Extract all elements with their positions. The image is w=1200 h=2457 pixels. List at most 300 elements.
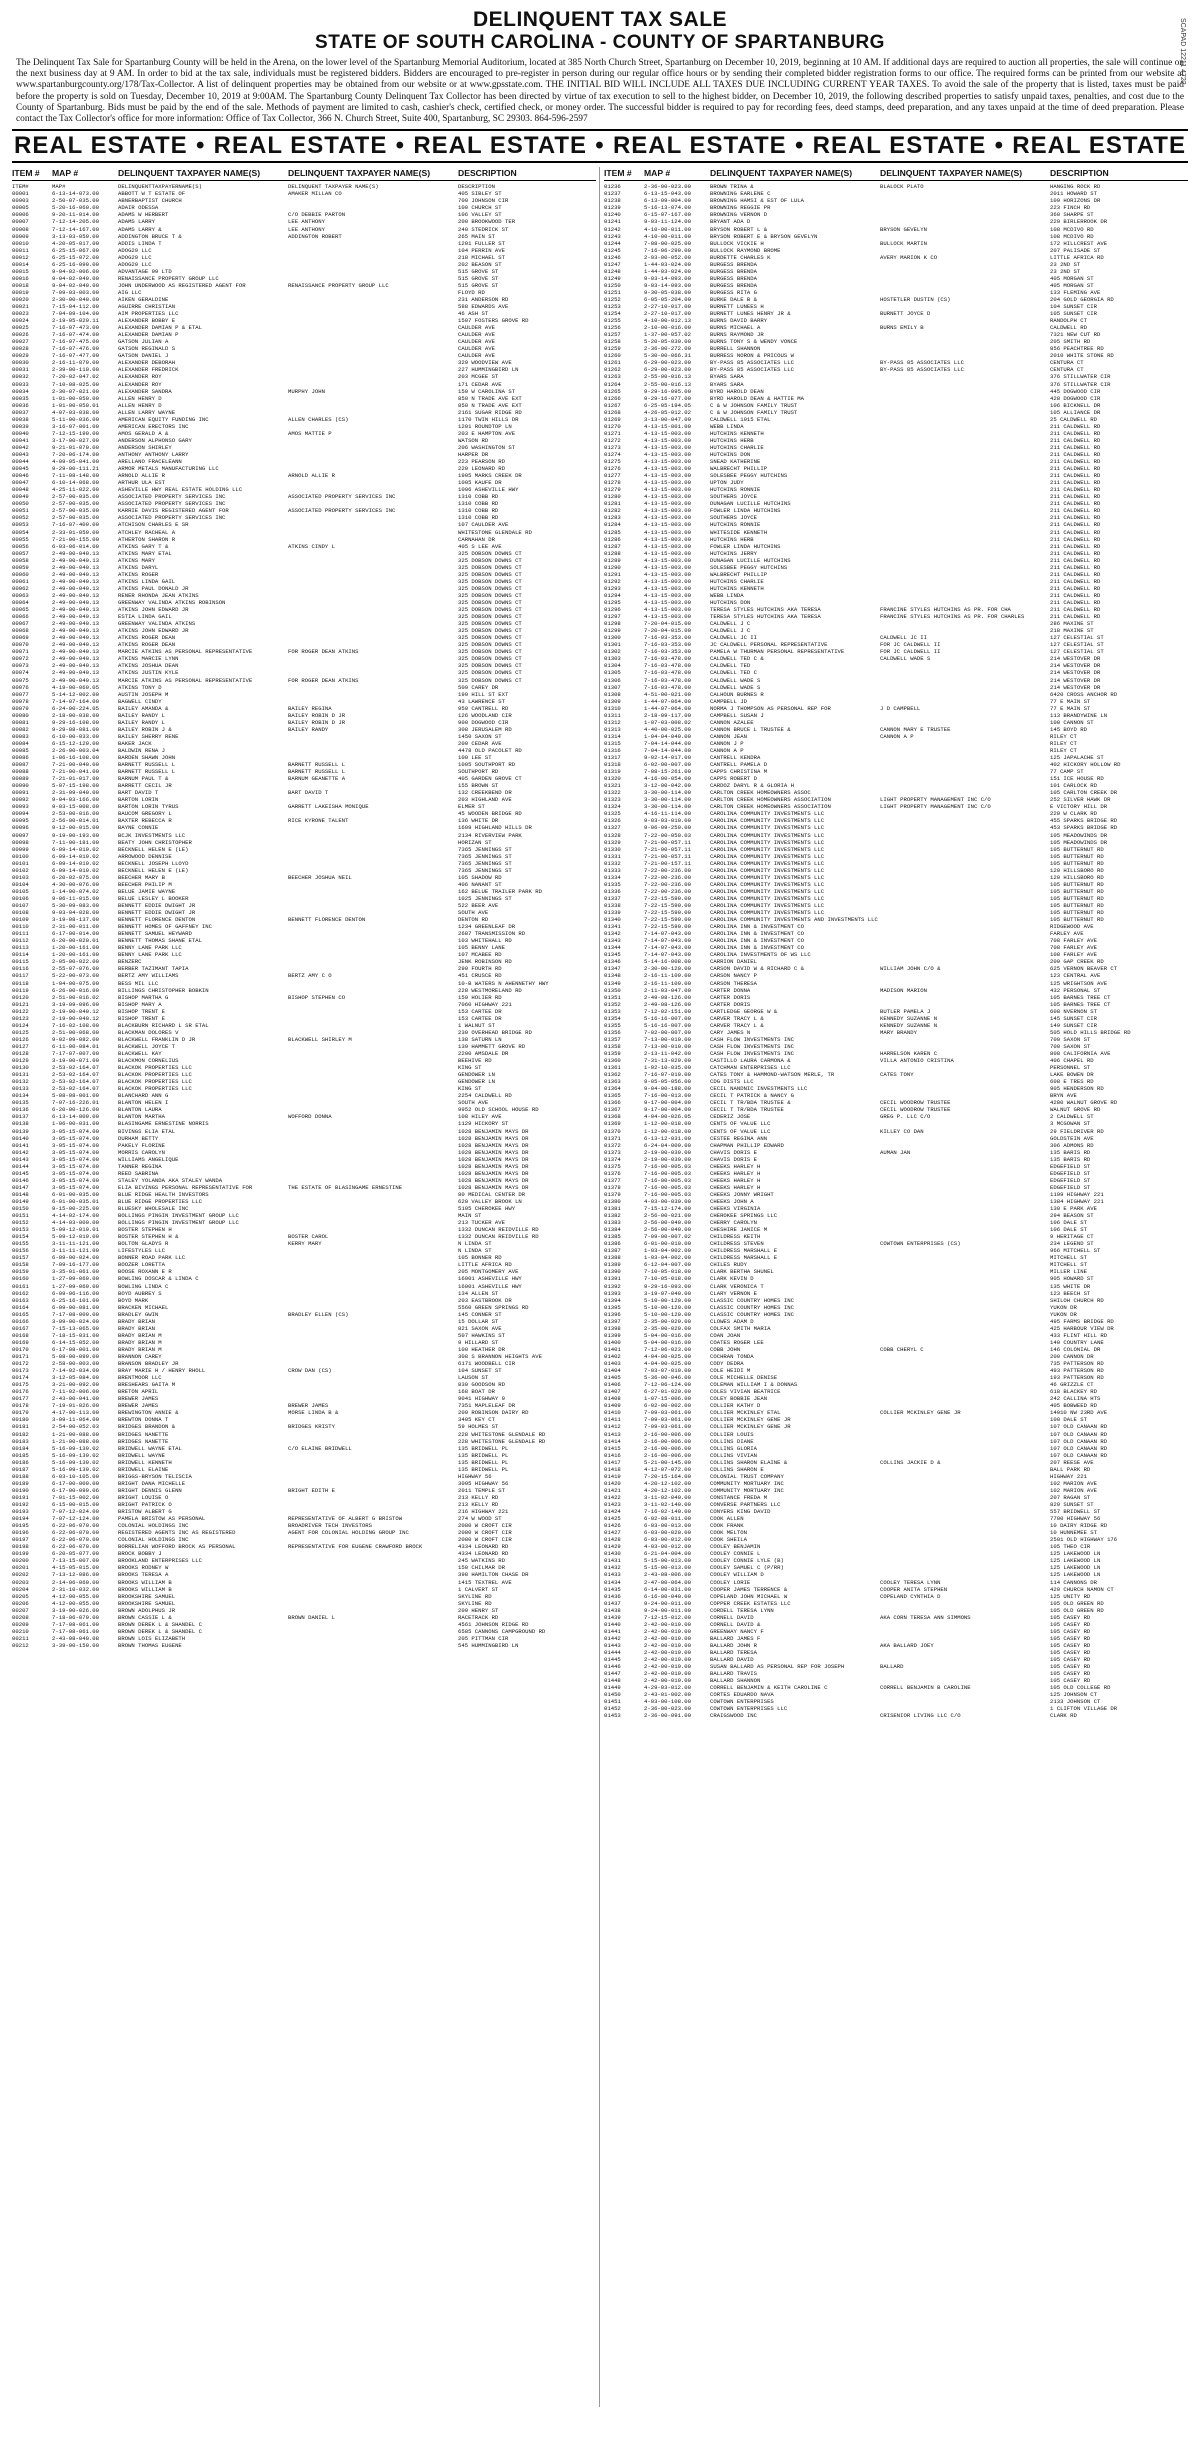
description: 213 KELLY RD: [458, 1493, 499, 1501]
map-number: 2-57-00-035.00: [52, 514, 99, 522]
item-number: 01281: [604, 500, 621, 508]
taxpayer-name: BALLARD DAVID: [710, 1656, 754, 1664]
map-number: 7-17-08-061.00: [52, 1627, 99, 1635]
taxpayer-name-2: [288, 1304, 458, 1311]
item-number: 00156: [12, 1247, 29, 1255]
item-number: 01277: [604, 472, 621, 480]
map-number: 2-19-00-039.00: [644, 1148, 691, 1156]
page-title: DELINQUENT TAX SALE: [472, 8, 728, 31]
table-row: [604, 1557, 1188, 1564]
table-row: [12, 987, 596, 994]
taxpayer-name: CAROLINA INVESTMENTS OF WS LLC: [710, 951, 811, 959]
item-number: 01250: [604, 281, 621, 289]
table-row: [604, 881, 1188, 888]
taxpayer-name: COOK SHEILA: [710, 1536, 747, 1544]
item-number: 00086: [12, 754, 29, 762]
item-number: 00041: [12, 436, 29, 444]
taxpayer-name-2: [880, 1388, 1050, 1395]
item-number: 00178: [12, 1402, 29, 1410]
taxpayer-name-2: [880, 247, 1050, 254]
taxpayer-name: BECKNELL HELEN E (LE): [118, 866, 189, 874]
table-row: [604, 1071, 1188, 1078]
map-number: 7-16-03-353.00: [644, 641, 691, 649]
map-number: 3-11-02-140.00: [644, 1500, 691, 1508]
description: 211 CALDWELL RD: [1050, 493, 1101, 501]
description: 105 BUTTERNUT RD: [1050, 916, 1104, 924]
table-row: [12, 373, 596, 380]
table-row: [12, 1149, 596, 1156]
table-row: [12, 1473, 596, 1480]
item-number: 01404: [604, 1367, 621, 1375]
map-number: 4-14-02-174.00: [52, 1212, 99, 1220]
taxpayer-name-2: [288, 1550, 458, 1557]
taxpayer-name: DUNAGAN LUCILLE HUTCHINS: [710, 556, 791, 564]
table-row: [604, 1297, 1188, 1304]
map-number: 9-03-11-124.00: [644, 218, 691, 226]
item-number: 00082: [12, 725, 29, 733]
map-number: 2-39-00-110.00: [52, 366, 99, 374]
description: 1507 FOSTERS GROVE RD: [458, 317, 529, 325]
map-number: 2-19-00-039.00: [644, 1155, 691, 1163]
table-row: [604, 1318, 1188, 1325]
description: 213 KELLY RD: [458, 1500, 499, 1508]
item-number: 00142: [12, 1148, 29, 1156]
item-number: 01285: [604, 528, 621, 536]
taxpayer-name: CARSON NANCY P: [710, 972, 757, 980]
map-number: 7-09-03-061.00: [644, 1409, 691, 1417]
description: 360 SHARPE ST: [1050, 211, 1094, 219]
description: 245 WATKINS RD: [458, 1557, 505, 1565]
item-number: 00075: [12, 676, 29, 684]
table-row: [604, 190, 1188, 197]
taxpayer-name-2: [288, 895, 458, 902]
taxpayer-name-2: [880, 1416, 1050, 1423]
map-number: 3-12-05-084.00: [52, 1374, 99, 1382]
taxpayer-name: CALDWELL J C: [710, 627, 751, 635]
taxpayer-name-2: [288, 1571, 458, 1578]
map-number: 6-13-15-043.00: [644, 190, 691, 198]
taxpayer-name: COLE HEIDI M: [710, 1367, 751, 1375]
description: 16001 ASHEVILLE HWY: [458, 1275, 522, 1283]
table-row: [604, 980, 1188, 987]
table-row: [12, 444, 596, 451]
taxpayer-name-2: [288, 254, 458, 261]
map-number: 1-14-00-074.02: [52, 887, 99, 895]
taxpayer-name: BRENTMOOR LLC: [118, 1374, 162, 1382]
description: WALNUT GROVE RD: [1050, 1106, 1101, 1114]
taxpayer-name-2: COBB CHERYL C: [880, 1345, 924, 1353]
taxpayer-name-2: [288, 578, 458, 585]
taxpayer-name: ASSOCIATED PROPERTY SERVICES INC: [118, 500, 226, 508]
description: RILEY CT: [1050, 732, 1077, 740]
taxpayer-name: BURNS DAVID BARRY: [710, 317, 768, 325]
taxpayer-name-2: AGENT FOR COLONIAL HOLDING GROUP INC: [288, 1529, 409, 1537]
description: 211 CALDWELL RD: [1050, 486, 1101, 494]
map-number: 7-11-00-181.00: [52, 838, 99, 846]
taxpayer-name-2: [880, 1423, 1050, 1430]
item-number: 00029: [12, 352, 29, 360]
taxpayer-name-2: [288, 268, 458, 275]
map-number: 7-14-07-043.00: [644, 937, 691, 945]
table-row: [12, 1508, 596, 1515]
taxpayer-name-2: [880, 578, 1050, 585]
map-number: 7-21-00-155.00: [52, 535, 99, 543]
table-row: [604, 1487, 1188, 1494]
description: 325 DOBSON DOWNS CT: [458, 606, 522, 614]
taxpayer-name-2: [288, 1156, 458, 1163]
taxpayer-name: BRANSON BRADLEY JR: [118, 1360, 179, 1368]
taxpayer-name-2: COOPER ANITA STEPHEN: [880, 1585, 948, 1593]
taxpayer-name: BROOKS WILLIAM B: [118, 1585, 172, 1593]
taxpayer-name-2: CRISENIOR LIVING LLC C/O: [880, 1712, 961, 1720]
taxpayer-name: HUTCHINS HERB: [710, 535, 754, 543]
taxpayer-name-2: [288, 944, 458, 951]
item-number: 01338: [604, 902, 621, 909]
taxpayer-name: BRIDWELL WAYNE: [118, 1451, 165, 1459]
taxpayer-name: CAMPBELL JD: [710, 697, 747, 705]
table-row: [12, 409, 596, 416]
map-number: 4-13-15-003.00: [644, 570, 691, 578]
map-number: 5-16-13-074.00: [644, 204, 691, 212]
taxpayer-name: BURGESS BRENDA: [710, 281, 757, 289]
map-number: 6-02-00-007.00: [644, 761, 691, 769]
item-number: 01328: [604, 831, 621, 839]
description: 203 EASTBROOK DR: [458, 1296, 512, 1304]
description: 455 SPARKS BRIDGE RD: [1050, 817, 1118, 825]
item-number: 01274: [604, 451, 621, 458]
taxpayer-name-2: BAILEY RANDY: [288, 725, 329, 733]
item-number: 00154: [12, 1233, 29, 1241]
map-number: 6-17-00-014.00: [52, 930, 99, 938]
description: CLARK RD: [1050, 1712, 1077, 1720]
taxpayer-name: BROWNING VERNON D: [710, 211, 768, 219]
table-row: [12, 1529, 596, 1536]
map-number: 4-13-15-003.00: [644, 521, 691, 529]
item-number: 00014: [12, 260, 29, 268]
description: 7321 NEW CUT RD: [1050, 331, 1101, 339]
description: 7351 MAPLELEAF DR: [458, 1402, 516, 1410]
taxpayer-name: BURNS MICHAEL A: [710, 324, 761, 332]
taxpayer-name-2: C/O DEBBIE PARTON: [288, 211, 346, 219]
table-row: [604, 1085, 1188, 1092]
taxpayer-name: ATKINS MARCIE LYNN: [118, 655, 179, 663]
description: 155 BROWN ST: [458, 782, 499, 790]
item-number: 00210: [12, 1627, 29, 1635]
map-number: 2-35-00-029.00: [644, 1324, 691, 1332]
map-number: 7-13-00-010.00: [644, 1035, 691, 1043]
item-number: 01243: [604, 232, 621, 240]
description: 228 WHITESTONE GLENDALE RD: [458, 1430, 546, 1438]
item-number: 01296: [604, 606, 621, 614]
item-number: 00158: [12, 1261, 29, 1269]
taxpayer-name: BEECHER MARY B: [118, 873, 165, 881]
description: 218 MICHAEL ST: [458, 253, 505, 261]
map-number: 7-12-06-124.00: [644, 1381, 691, 1389]
item-number: 00181: [12, 1423, 29, 1431]
description: CALDWELL RD: [1050, 324, 1087, 332]
item-number: 01429: [604, 1543, 621, 1551]
map-number: 5-04-00-016.00: [644, 1338, 691, 1346]
map-number: 4-13-15-003.00: [644, 451, 691, 458]
table-row: [604, 1381, 1188, 1388]
taxpayer-name: ATHERTON SHARON R: [118, 535, 176, 543]
description: 4334 LEONARD RD: [458, 1543, 509, 1551]
taxpayer-name: ADAMS LARRY: [118, 218, 155, 226]
description: 125 LAKEWOOD LN: [1050, 1557, 1101, 1565]
map-number: 9-12-00-015.00: [52, 824, 99, 832]
item-number: 01378: [604, 1183, 621, 1191]
taxpayer-name-2: [288, 1600, 458, 1607]
taxpayer-name: ASSOCIATED PROPERTY SERVICES INC: [118, 493, 226, 501]
description: 145 SUNSET CIR: [1050, 1014, 1097, 1022]
taxpayer-name-2: [880, 1656, 1050, 1663]
taxpayer-name: SOUTHERS JOYCE: [710, 493, 757, 501]
table-row: [604, 1529, 1188, 1536]
map-number: 9-29-16-077.00: [644, 394, 691, 402]
description: 1129 HICKORY ST: [458, 1120, 509, 1128]
taxpayer-name-2: [288, 1071, 458, 1078]
item-number: 01283: [604, 514, 621, 522]
taxpayer-name-2: [880, 1170, 1050, 1177]
item-number: 00048: [12, 486, 29, 494]
taxpayer-name: CAPPS ROBERT D: [710, 775, 757, 783]
taxpayer-name: CARSON THERESA: [710, 979, 757, 987]
description: LAUSON ST: [458, 1374, 489, 1382]
taxpayer-name: BREWTON DONNA T: [118, 1416, 169, 1424]
description: 203 E HAMPTON AVE: [458, 429, 516, 437]
taxpayer-name-2: [880, 1649, 1050, 1656]
table-row: [604, 958, 1188, 965]
taxpayer-name: SUSAN BALLARD AS PERSONAL REP FOR JOSEPH: [710, 1663, 845, 1671]
map-number: 4-13-15-003.00: [644, 556, 691, 564]
taxpayer-name: COPPER CREEK ESTATES LLC: [710, 1599, 791, 1607]
taxpayer-name: HUTCHINS DON: [710, 451, 751, 458]
map-number: 7-16-03-478.00: [644, 683, 691, 691]
taxpayer-name: CAROLINA COMMUNITY INVESTMENTS LLC: [710, 902, 825, 909]
map-number: 4-13-15-003.00: [644, 493, 691, 501]
taxpayer-name: CHILDRESS MARSHALL E: [710, 1254, 778, 1262]
taxpayer-name-2: [288, 902, 458, 909]
item-number: ITEM#: [12, 183, 29, 191]
table-row: [12, 1226, 596, 1233]
description: 1310 COBB RD: [458, 493, 499, 501]
taxpayer-name: CAROLINA COMMUNITY INVESTMENTS LLC: [710, 817, 825, 825]
map-number: 9-02-09-082.00: [52, 1035, 99, 1043]
table-row: [12, 1466, 596, 1473]
item-number: 00188: [12, 1472, 29, 1480]
item-number: 01395: [604, 1303, 621, 1311]
map-number: 3-09-00-024.00: [52, 1317, 99, 1325]
taxpayer-name-2: [880, 1219, 1050, 1226]
item-number: 01311: [604, 711, 621, 719]
description: 608 E TRES RD: [1050, 1078, 1094, 1086]
item-number: 01403: [604, 1360, 621, 1368]
item-number: 00010: [12, 239, 29, 247]
taxpayer-name-2: [288, 782, 458, 789]
taxpayer-name: BISHOP MARY A: [118, 1000, 162, 1008]
item-number: 00027: [12, 338, 29, 346]
taxpayer-name: BOWLING DOSCAR & LINDA C: [118, 1275, 199, 1283]
map-number: 7-22-15-590.00: [644, 923, 691, 931]
item-number: 00091: [12, 789, 29, 797]
taxpayer-name: BRANNON CAREY: [118, 1353, 162, 1360]
item-number: 01325: [604, 810, 621, 818]
map-number: 6-09-14-019.02: [52, 866, 99, 874]
table-row: [12, 1480, 596, 1487]
description: 325 DOBSON DOWNS CT: [458, 613, 522, 621]
header-taxpayer-2: DELINQUENT TAXPAYER NAME(S): [880, 168, 1023, 179]
map-number: 6-17-00-099.06: [52, 1486, 99, 1494]
map-number: 7-10-08-025.00: [52, 380, 99, 388]
description: SOUTHPORT RD: [458, 768, 499, 776]
taxpayer-name-2: [880, 994, 1050, 1001]
taxpayer-name-2: RICE KYRONE TALENT: [288, 817, 349, 825]
item-number: 00129: [12, 1057, 29, 1065]
item-number: 01387: [604, 1247, 621, 1255]
taxpayer-name: COAN JOAN: [710, 1331, 741, 1339]
table-row: [12, 571, 596, 578]
taxpayer-name: CARTER DORIS: [710, 993, 751, 1001]
taxpayer-name: HUTCHINS RONNIE: [710, 521, 761, 529]
map-number: 7-17-08-061.00: [52, 1620, 99, 1628]
map-number: 7-19-01-026.00: [52, 1402, 99, 1410]
taxpayer-name: BURDETTE CHARLES K: [710, 253, 771, 261]
item-number: 01299: [604, 627, 621, 635]
taxpayer-name-2: [880, 761, 1050, 768]
map-number: 1-03-04-002.00: [644, 1247, 691, 1255]
table-row: [604, 479, 1188, 486]
map-number: 2-31-10-032.00: [52, 1585, 99, 1593]
table-row: [604, 536, 1188, 543]
map-number: 9-04-02-049.00: [52, 274, 99, 282]
taxpayer-name: CHEROKEE SPRINGS LLC: [710, 1212, 778, 1220]
table-row: [12, 789, 596, 796]
table-row: [604, 1078, 1188, 1085]
map-number: 2-14-06-060.00: [52, 1578, 99, 1586]
item-number: 00036: [12, 401, 29, 409]
taxpayer-name-2: CROW DAN (CS): [288, 1367, 332, 1375]
map-number: 6-22-06-070.00: [52, 1529, 99, 1537]
banner-item: REAL ESTATE: [213, 132, 388, 160]
table-row: [604, 458, 1188, 465]
item-number: 01304: [604, 662, 621, 670]
table-row: [12, 183, 596, 190]
taxpayer-name-2: BEECHER JOSHUA NEIL: [288, 873, 352, 881]
table-row: [604, 860, 1188, 867]
taxpayer-name: TERESA STYLES HUTCHINS AKA TERESA: [710, 613, 821, 621]
taxpayer-name-2: [288, 310, 458, 317]
table-row: [12, 1332, 596, 1339]
table-row: [12, 282, 596, 289]
taxpayer-name-2: [288, 1106, 458, 1113]
item-number: 00141: [12, 1141, 29, 1149]
taxpayer-name: COLLINS GLORIA: [710, 1444, 757, 1452]
description: 105 BARNES TREE CT: [1050, 1000, 1111, 1008]
map-number: 6-15-07-167.00: [644, 211, 691, 219]
table-row: [12, 261, 596, 268]
taxpayer-name: BY-PASS 85 ASSOCIATES LLC: [710, 359, 794, 367]
taxpayer-name-2: ALLEN CHARLES (CS): [288, 415, 349, 423]
description: 100 CHURCH ST: [458, 204, 502, 212]
table-row: [12, 458, 596, 465]
map-number: 6-09-14-019.02: [52, 852, 99, 860]
table-row: [604, 1177, 1188, 1184]
table-row: [604, 1212, 1188, 1219]
taxpayer-name-2: [880, 1677, 1050, 1684]
item-number: 01246: [604, 253, 621, 261]
taxpayer-name: HUTCHINS KENNETH: [710, 584, 764, 592]
taxpayer-name: BENNY LANE PARK LLC: [118, 944, 182, 952]
taxpayer-name: ASHEVILLE HWY REAL ESTATE HOLDING LLC: [118, 486, 243, 494]
description: 125 JOHNSON CT: [1050, 1691, 1097, 1699]
description: 105 CASEY RD: [1050, 1613, 1091, 1621]
item-number: 01319: [604, 768, 621, 776]
table-row: [12, 1438, 596, 1445]
map-number: 2-42-00-019.00: [644, 1634, 691, 1642]
table-row: [604, 839, 1188, 846]
description: 171 CEDAR AVE: [458, 380, 502, 388]
taxpayer-name-2: ADDINGTON ROBERT: [288, 232, 342, 240]
item-number: 01307: [604, 683, 621, 691]
taxpayer-name: BRETON APRIL: [118, 1388, 159, 1396]
item-number: 01316: [604, 746, 621, 754]
table-row: [12, 1085, 596, 1092]
taxpayer-name-2: COPELAND CYNTHIA D: [880, 1592, 941, 1600]
taxpayer-name-2: [880, 331, 1050, 338]
description: 45 WOODEN BRIDGE RD: [458, 810, 522, 818]
map-number: 9-03-14-093.00: [644, 281, 691, 289]
item-number: 00065: [12, 606, 29, 614]
taxpayer-name-2: [880, 1226, 1050, 1233]
table-row: [12, 1036, 596, 1043]
item-number: 00071: [12, 648, 29, 656]
taxpayer-name: BROOKS WILLIAM B: [118, 1578, 172, 1586]
description: 545 HUMMINGBIRD LN: [458, 1641, 519, 1649]
item-number: 01448: [604, 1677, 621, 1685]
taxpayer-name: ATCHLEY RACHEAL A: [118, 528, 176, 536]
description: 109 HORIZONS DR: [1050, 197, 1101, 205]
map-number: 4-16-11-114.00: [644, 810, 691, 818]
description: 216 HIGHWAY 221: [458, 1508, 509, 1516]
taxpayer-name-2: [880, 1275, 1050, 1282]
map-number: 1-07-15-006.00: [644, 1395, 691, 1403]
taxpayer-name: BALLARD TERESA: [710, 1648, 757, 1656]
map-number: 6-15-00-015.00: [52, 1500, 99, 1508]
taxpayer-name-2: MARY BRANDY: [880, 1028, 917, 1036]
taxpayer-name-2: [880, 937, 1050, 944]
table-row: [604, 1233, 1188, 1240]
taxpayer-name-2: [288, 1163, 458, 1170]
taxpayer-name-2: [288, 1198, 458, 1205]
item-number: 01348: [604, 972, 621, 980]
description: 135 WHITE DR: [1050, 1282, 1091, 1290]
taxpayer-name: BELUE JAMIE WAYNE: [118, 887, 176, 895]
item-number: 00122: [12, 1007, 29, 1015]
taxpayer-name-2: BAILEY ROBIN D JR: [288, 711, 346, 719]
description: 105 CASEY RD: [1050, 1670, 1091, 1678]
map-number: 3-11-02-040.00: [644, 1493, 691, 1501]
description: 306 ADMONS RD: [1050, 1141, 1094, 1149]
taxpayer-name: BURNETT LUNEES H: [710, 303, 764, 311]
taxpayer-name-2: [288, 324, 458, 331]
taxpayer-name-2: [880, 233, 1050, 240]
table-row: [604, 824, 1188, 831]
taxpayer-name: SOLESBEE PEGGY HUTCHINS: [710, 472, 788, 480]
taxpayer-name: CAROLINA COMMUNITY INVESTMENTS LLC: [710, 810, 825, 818]
item-number: 01398: [604, 1324, 621, 1332]
taxpayer-name: CANNON J P: [710, 739, 744, 747]
map-number: 7-16-00-005.03: [644, 1183, 691, 1191]
